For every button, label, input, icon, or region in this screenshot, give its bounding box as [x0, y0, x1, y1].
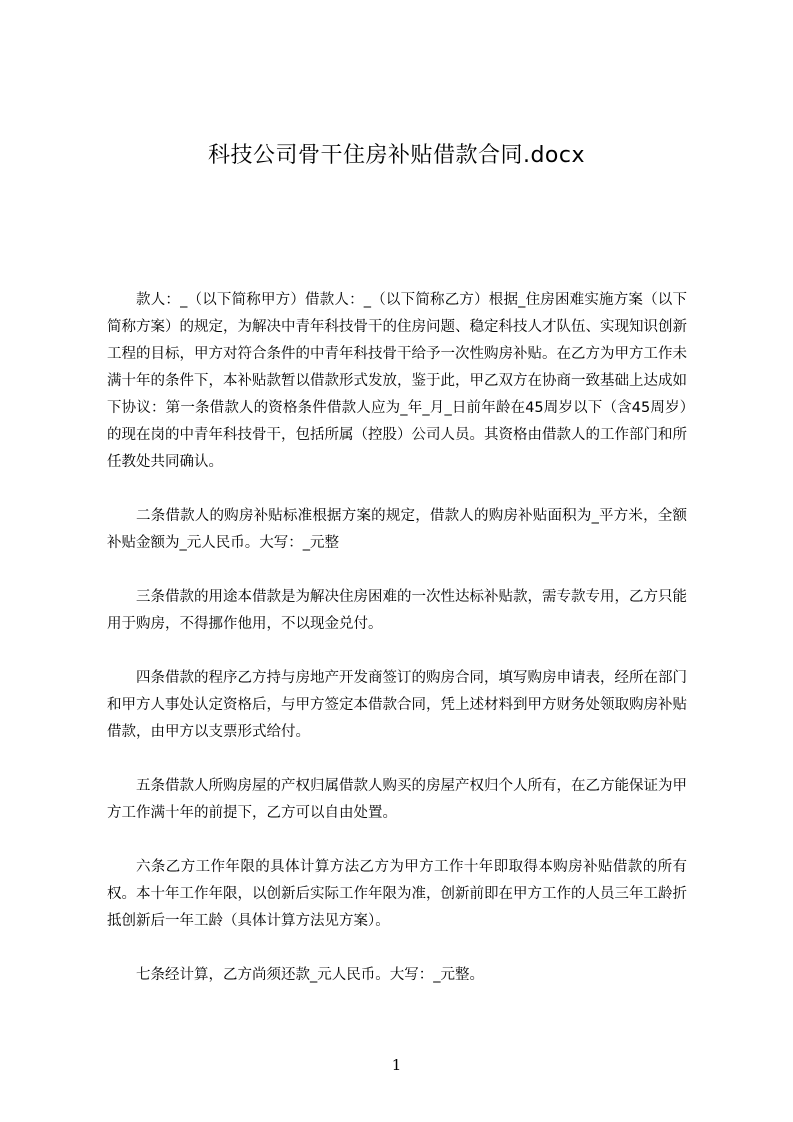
paragraph-article-3: 三条借款的用途本借款是为解决住房困难的一次性达标补贴款，需专款专用，乙方只能用于购房，不得挪作他用，不以现金兑付。	[107, 589, 687, 632]
document-body	[107, 287, 687, 989]
paragraph-article-2: 二条借款人的购房补贴标准根据方案的规定，借款人的购房补贴面积为_平方米，全额补贴金额为_元人民币。大写：_元整	[107, 508, 687, 551]
paragraph-article-7: 七条经计算，乙方尚须还款_元人民币。大写：_元整。	[136, 967, 484, 983]
page-number: 1	[391, 1056, 402, 1074]
paragraph-preamble-article-1: 款人：_（以下简称甲方）借款人：_（以下简称乙方）根据_住房困难实施方案（以下简称方案）的规定，为解决中青年科技骨干的住房问题、稳定科技人才队伍、实现知识创新工程的目标，甲方对符合条件的中青年科技骨干给予一次性购房补贴。在乙方为甲方工作未满十年的条件下，本补贴款暂以借款形式发放，鉴于此，甲乙双方在协商一致基础上达成如下协议：第一条借款人的资格条件借款人应为_年_月_日前年龄在45周岁以下（含45周岁）的现在岗的中青年科技骨干，包括所属（控股）公司人员。其资格由借款人的工作部门和所任教处共同确认。	[107, 292, 687, 470]
paragraph-article-4: 四条借款的程序乙方持与房地产开发商签订的购房合同，填写购房申请表，经所在部门和甲方人事处认定资格后，与甲方签定本借款合同，凭上述材料到甲方财务处领取购房补贴借款，由甲方以支票形式给付。	[107, 670, 687, 740]
paragraph-article-5: 五条借款人所购房屋的产权归属借款人购买的房屋产权归个人所有，在乙方能保证为甲方工作满十年的前提下，乙方可以自由处置。	[107, 778, 687, 821]
paragraph-article-6: 六条乙方工作年限的具体计算方法乙方为甲方工作十年即取得本购房补贴借款的所有权。本十年工作年限，以创新后实际工作年限为准，创新前即在甲方工作的人员三年工龄折抵创新后一年工龄（具体计算方法见方案）。	[107, 859, 687, 929]
document-title: 科技公司骨干住房补贴借款合同.docx	[207, 143, 586, 168]
